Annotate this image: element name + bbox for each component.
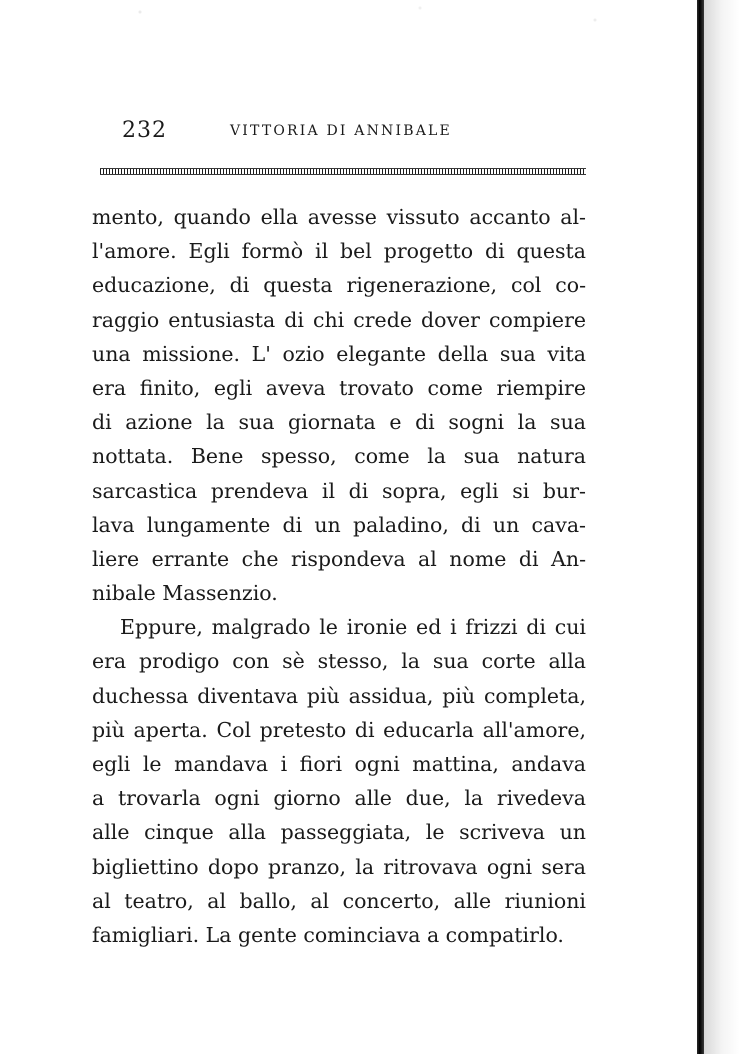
paragraph-1 [92, 200, 586, 610]
text-line: una missione. L' ozio elegante della sua vita [92, 341, 586, 366]
text-line: nibale Massenzio. [92, 581, 278, 606]
ornamental-rule [100, 168, 586, 175]
text-line: Eppure, malgrado le ironie ed i frizzi di cui [120, 615, 586, 640]
text-line: sarcastica prendeva il di sopra, egli si bur- [92, 478, 586, 503]
text-line: famigliari. La gente cominciava a compatirlo. [92, 922, 564, 947]
text-line: più aperta. Col pretesto di educarla all'amore, [92, 717, 586, 742]
text-line: era prodigo con sè stesso, la sua corte alla [92, 649, 586, 674]
page-edge-shadow [704, 0, 740, 1054]
page-number: 232 [122, 118, 167, 143]
text-line: a trovarla ogni giorno alle due, la rivedeva [92, 786, 586, 811]
text-line: nottata. Bene spesso, come la sua natura [92, 444, 586, 469]
text-line: bigliettino dopo pranzo, la ritrovava ogni sera [92, 854, 586, 879]
text-line: lava lungamente di un paladino, di un cava- [92, 512, 586, 537]
text-line: mento, quando ella avesse vissuto accanto al- [92, 205, 586, 229]
running-title: VITTORIA DI ANNIBALE [230, 123, 452, 139]
text-line: di azione la sua giornata e di sogni la sua [92, 410, 586, 435]
text-line: l'amore. Egli formò il bel progetto di questa [92, 239, 586, 264]
text-line: duchessa diventava più assidua, più completa, [92, 683, 586, 708]
page-edge-binding [697, 0, 704, 1054]
text-line: alle cinque alla passeggiata, le scriveva un [92, 820, 586, 845]
text-line: egli le mandava i fiori ogni mattina, andava [92, 752, 586, 776]
text-line: al teatro, al ballo, al concerto, alle riunioni [92, 888, 586, 913]
paragraph-2 [92, 610, 586, 952]
paper-speckle [0, 0, 700, 40]
text-line: raggio entusiasta di chi crede dover compiere [92, 307, 586, 332]
text-line: era finito, egli aveva trovato come riempire [92, 375, 586, 400]
page-header [94, 118, 586, 148]
text-line: educazione, di questa rigenerazione, col co- [92, 273, 586, 298]
body-text [92, 200, 586, 952]
text-line: liere errante che rispondeva al nome di An- [92, 546, 586, 571]
